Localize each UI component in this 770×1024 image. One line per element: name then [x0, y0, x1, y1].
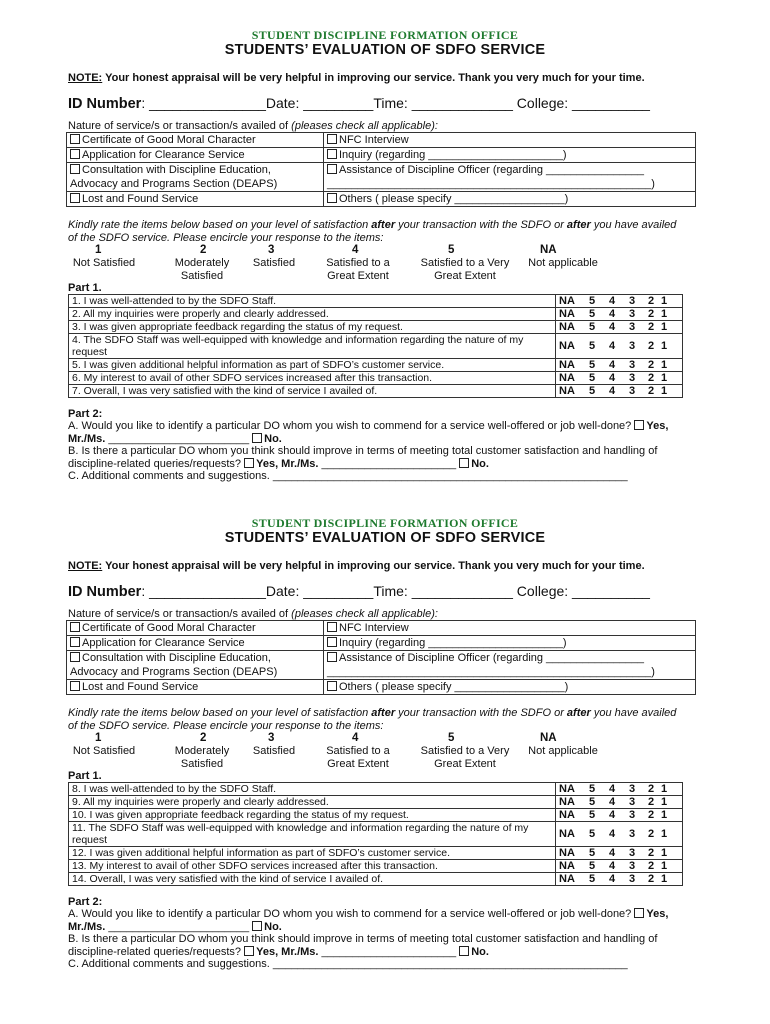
scale-num: 1 [95, 244, 102, 256]
table-row: 12. I was given additional helpful information as part of SDFO’s customer service. NA 5 4 3 2 1 [69, 847, 683, 860]
part1-heading: Part 1. [68, 282, 102, 294]
scale-label: Moderately Satisfied [174, 745, 230, 770]
question-a: A. Would you like to identify a particular DO whom you wish to commend for a service well-offered or job well-done? Yes, Mr./Ms. _______________________ No. [68, 420, 669, 445]
service-option[interactable]: Certificate of Good Moral Character [67, 133, 324, 148]
checkbox-icon[interactable] [459, 458, 469, 468]
services-table [66, 132, 696, 207]
checkbox-icon[interactable] [634, 420, 644, 430]
service-option[interactable]: Assistance of Discipline Officer (regarding ________________ [324, 163, 696, 178]
note: NOTE: Your honest appraisal will be very helpful in improving our service. Thank you very much for your time. [68, 560, 645, 572]
part2-heading: Part 2: [68, 896, 103, 908]
checkbox-icon[interactable] [70, 164, 80, 174]
scale-label: Moderately Satisfied [174, 257, 230, 282]
rating-options[interactable]: NA 5 4 3 2 1 [556, 321, 683, 334]
rating-options[interactable]: NA 5 4 3 2 1 [556, 860, 683, 873]
scale-num: NA [540, 244, 557, 256]
rating-options[interactable]: NA 5 4 3 2 1 [556, 847, 683, 860]
office-name: STUDENT DISCIPLINE FORMATION OFFICE [251, 28, 519, 42]
part1-heading: Part 1. [68, 770, 102, 782]
checkbox-icon[interactable] [70, 149, 80, 159]
services-table [66, 620, 696, 695]
rating-options[interactable]: NA 5 4 3 2 1 [556, 822, 683, 847]
checkbox-icon[interactable] [70, 652, 80, 662]
checkbox-icon[interactable] [252, 433, 262, 443]
service-option[interactable]: Application for Clearance Service [67, 636, 324, 651]
nature-label: Nature of service/s or transaction/s availed of (pleases check all applicable): [68, 120, 438, 132]
table-row: 3. I was given appropriate feedback regarding the status of my request. NA 5 4 3 2 1 [69, 321, 683, 334]
scale-num: 5 [448, 732, 455, 744]
evaluation-form-1 [0, 0, 770, 500]
note: NOTE: Your honest appraisal will be very helpful in improving our service. Thank you very much for your time. [68, 72, 645, 84]
rating-options[interactable]: NA 5 4 3 2 1 [556, 809, 683, 822]
checkbox-icon[interactable] [327, 652, 337, 662]
scale-label: Satisfied to a Great Extent [326, 745, 390, 770]
table-row: 10. I was given appropriate feedback regarding the status of my request. NA 5 4 3 2 1 [69, 809, 683, 822]
instructions: Kindly rate the items below based on your level of satisfaction after your transaction with the SDFO or after you have availed of the SDFO service. Please encircle your response to the items: [68, 707, 677, 732]
rating-options[interactable]: NA 5 4 3 2 1 [556, 796, 683, 809]
scale-label: Not applicable [528, 745, 598, 757]
service-option[interactable]: Consultation with Discipline Education, [67, 163, 324, 178]
rating-options[interactable]: NA 5 4 3 2 1 [556, 359, 683, 372]
table-row: 14. Overall, I was very satisfied with the kind of service I availed of. NA 5 4 3 2 1 [69, 873, 683, 886]
rating-options[interactable]: NA 5 4 3 2 1 [556, 372, 683, 385]
table-row: 4. The SDFO Staff was well-equipped with knowledge and information regarding the nature of my request NA 5 4 3 2 1 [69, 334, 683, 359]
id-line: ID Number: _______________Date: _________Time: _____________ College: __________ [68, 95, 650, 112]
service-option[interactable]: Inquiry (regarding ______________________) [324, 148, 696, 163]
scale-label: Satisfied [252, 745, 296, 757]
checkbox-icon[interactable] [459, 946, 469, 956]
checkbox-icon[interactable] [70, 134, 80, 144]
nature-label: Nature of service/s or transaction/s availed of (pleases check all applicable): [68, 608, 438, 620]
rating-table [68, 782, 683, 886]
rating-options[interactable]: NA 5 4 3 2 1 [556, 295, 683, 308]
checkbox-icon[interactable] [244, 458, 254, 468]
scale-num: NA [540, 732, 557, 744]
checkbox-icon[interactable] [252, 921, 262, 931]
instructions: Kindly rate the items below based on your level of satisfaction after your transaction with the SDFO or after you have availed of the SDFO service. Please encircle your response to the items: [68, 219, 677, 244]
form-title: STUDENTS’ EVALUATION OF SDFO SERVICE [224, 42, 546, 58]
rating-options[interactable]: NA 5 4 3 2 1 [556, 873, 683, 886]
question-c: C. Additional comments and suggestions. __________________________________________________________ [68, 470, 628, 482]
scale-label: Not Satisfied [72, 257, 136, 269]
service-option[interactable]: Assistance of Discipline Officer (regarding ________________ [324, 651, 696, 666]
checkbox-icon[interactable] [327, 622, 337, 632]
scale-label: Satisfied to a Very Great Extent [420, 257, 510, 282]
scale-num: 3 [268, 244, 275, 256]
scale-num: 5 [448, 244, 455, 256]
question-b: B. Is there a particular DO whom you think should improve in terms of meeting total customer satisfaction and handling of discipline-related queries/requests? Yes, Mr./Ms. ______________________ No. [68, 445, 658, 470]
table-row: 1. I was well-attended to by the SDFO Staff. NA 5 4 3 2 1 [69, 295, 683, 308]
table-row: 7. Overall, I was very satisfied with the kind of service I availed of. NA 5 4 3 2 1 [69, 385, 683, 398]
table-row: 2. All my inquiries were properly and clearly addressed. NA 5 4 3 2 1 [69, 308, 683, 321]
service-option[interactable]: NFC Interview [324, 133, 696, 148]
rating-options[interactable]: NA 5 4 3 2 1 [556, 783, 683, 796]
service-option[interactable]: Lost and Found Service [67, 192, 324, 207]
rating-table [68, 294, 683, 398]
part2-heading: Part 2: [68, 408, 103, 420]
rating-options[interactable]: NA 5 4 3 2 1 [556, 385, 683, 398]
checkbox-icon[interactable] [327, 193, 337, 203]
office-name: STUDENT DISCIPLINE FORMATION OFFICE [251, 516, 519, 530]
rating-options[interactable]: NA 5 4 3 2 1 [556, 308, 683, 321]
part2-questions [68, 908, 688, 971]
checkbox-icon[interactable] [70, 681, 80, 691]
question-a: A. Would you like to identify a particular DO whom you wish to commend for a service well-offered or job well-done? Yes, Mr./Ms. _______________________ No. [68, 908, 669, 933]
service-option-cont: _____________________________________________________) [324, 665, 696, 680]
evaluation-form-2 [0, 488, 770, 988]
scale-num: 1 [95, 732, 102, 744]
checkbox-icon[interactable] [327, 134, 337, 144]
scale-num: 2 [200, 244, 207, 256]
service-option-cont: Advocacy and Programs Section (DEAPS) [67, 665, 324, 680]
checkbox-icon[interactable] [70, 637, 80, 647]
service-option-cont: Advocacy and Programs Section (DEAPS) [67, 177, 324, 192]
scale-label: Satisfied [252, 257, 296, 269]
service-option[interactable]: Inquiry (regarding ______________________) [324, 636, 696, 651]
scale-label: Satisfied to a Very Great Extent [420, 745, 510, 770]
table-row: 13. My interest to avail of other SDFO services increased after this transaction. NA 5 4 3 2 1 [69, 860, 683, 873]
checkbox-icon[interactable] [327, 164, 337, 174]
service-option[interactable]: Others ( please specify __________________) [324, 680, 696, 695]
table-row: 11. The SDFO Staff was well-equipped with knowledge and information regarding the nature of my request NA 5 4 3 2 1 [69, 822, 683, 847]
service-option[interactable]: Certificate of Good Moral Character [67, 621, 324, 636]
form-title: STUDENTS’ EVALUATION OF SDFO SERVICE [224, 530, 546, 546]
scale-num: 3 [268, 732, 275, 744]
question-c: C. Additional comments and suggestions. __________________________________________________________ [68, 958, 628, 970]
rating-options[interactable]: NA 5 4 3 2 1 [556, 334, 683, 359]
service-option[interactable]: Lost and Found Service [67, 680, 324, 695]
checkbox-icon[interactable] [634, 908, 644, 918]
scale-num: 2 [200, 732, 207, 744]
checkbox-icon[interactable] [244, 946, 254, 956]
checkbox-icon[interactable] [70, 193, 80, 203]
scale-num: 4 [352, 732, 359, 744]
scale-label: Not applicable [528, 257, 598, 269]
table-row: 5. I was given additional helpful information as part of SDFO’s customer service. NA 5 4 3 2 1 [69, 359, 683, 372]
service-option-cont: _____________________________________________________) [324, 177, 696, 192]
scale-num: 4 [352, 244, 359, 256]
scale-label: Satisfied to a Great Extent [326, 257, 390, 282]
part2-questions [68, 420, 688, 483]
id-line: ID Number: _______________Date: _________Time: _____________ College: __________ [68, 583, 650, 600]
table-row: 9. All my inquiries were properly and clearly addressed. NA 5 4 3 2 1 [69, 796, 683, 809]
checkbox-icon[interactable] [70, 622, 80, 632]
scale-label: Not Satisfied [72, 745, 136, 757]
checkbox-icon[interactable] [327, 637, 337, 647]
service-option[interactable]: Others ( please specify __________________) [324, 192, 696, 207]
table-row: 8. I was well-attended to by the SDFO Staff. NA 5 4 3 2 1 [69, 783, 683, 796]
table-row: 6. My interest to avail of other SDFO services increased after this transaction. NA 5 4 3 2 1 [69, 372, 683, 385]
checkbox-icon[interactable] [327, 149, 337, 159]
service-option[interactable]: Application for Clearance Service [67, 148, 324, 163]
service-option[interactable]: Consultation with Discipline Education, [67, 651, 324, 666]
service-option[interactable]: NFC Interview [324, 621, 696, 636]
question-b: B. Is there a particular DO whom you think should improve in terms of meeting total customer satisfaction and handling of discipline-related queries/requests? Yes, Mr./Ms. ______________________ No. [68, 933, 658, 958]
checkbox-icon[interactable] [327, 681, 337, 691]
